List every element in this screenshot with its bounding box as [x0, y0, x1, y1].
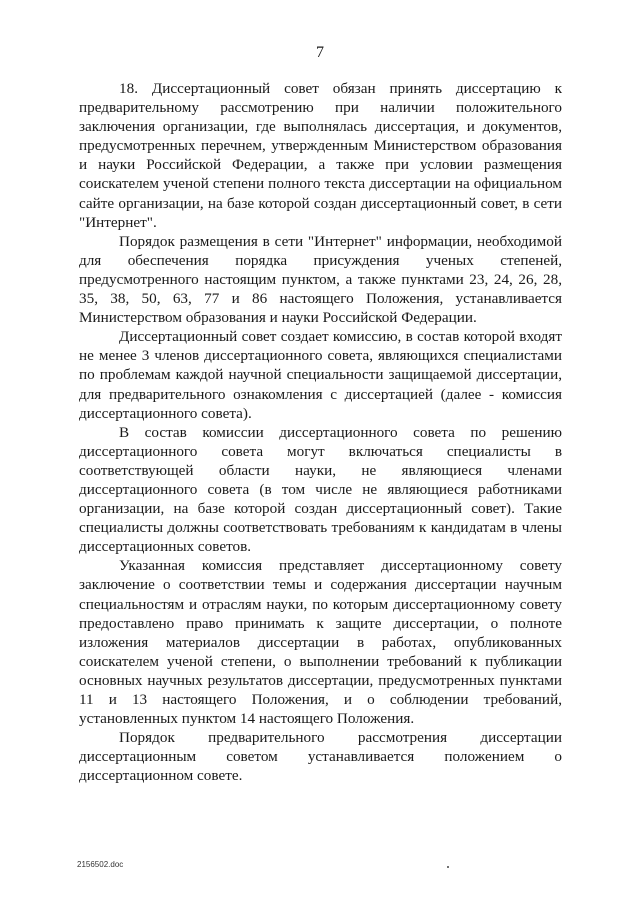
paragraph-commission-composition: В состав комиссии диссертационного совета по решению диссертационного совета могут включаться специалисты в соответствующей области науки, не являющиеся членами диссертационного совета (в том числе не являющиеся работниками организации, на базе которой создан диссертационный совет). Такие специалисты должны соответствовать требованиям к кандидатам в члены диссертационных советов. — [79, 423, 562, 556]
paragraph-commission-conclusion: Указанная комиссия представляет диссертационному совету заключение о соответствии темы и содержания диссертации научным специальностям и отраслям науки, по которым диссертационному совету предоставлено право принимать к защите диссертации, о полноте изложения материалов диссертации в работах, опубликованных соискателем ученой степени, о выполнении требований к публикации основных научных результатов диссертации, предусмотренных пунктами 11 и 13 настоящего Положения, и о соблюдении требований, установленных пунктом 14 настоящего Положения. — [79, 557, 562, 728]
paragraph-review-procedure: Порядок предварительного рассмотрения диссертации диссертационным советом устанавливается положением о диссертационном совете. — [79, 729, 562, 785]
paragraph-commission-creation: Диссертационный совет создает комиссию, в состав которой входят не менее 3 членов диссертационного совета, являющихся специалистами по проблемам каждой научной специальности защищаемой диссертации, для предварительного ознакомления с диссертацией (далее - комиссия диссертационного совета). — [79, 328, 562, 422]
paragraph-internet-placement: Порядок размещения в сети "Интернет" информации, необходимой для обеспечения порядка присуждения ученых степеней, предусмотренного настоящим пунктом, а также пунктами 23, 24, 26, 28, 35, 38, 50, 63, 77 и 86 настоящего Положения, устанавливается Министерством образования и науки Российской Федерации. — [79, 232, 562, 327]
paragraph-18-acceptance: 18. Диссертационный совет обязан принять диссертацию к предварительному рассмотрению при наличии положительного заключения организации, где выполнялась диссертация, и документов, предусмотренных перечнем, утвержденным Министерством образования и науки Российской Федерации, а также при условии размещения соискателем ученой степени полного текста диссертации на официальном сайте организации, на базе которой создан диссертационный совет, в сети "Интернет". — [79, 80, 562, 231]
footer-filename: 2156502.doc — [77, 860, 124, 869]
page-number: 7 — [316, 44, 324, 61]
document-body — [79, 79, 562, 785]
footer-mark — [447, 866, 449, 868]
